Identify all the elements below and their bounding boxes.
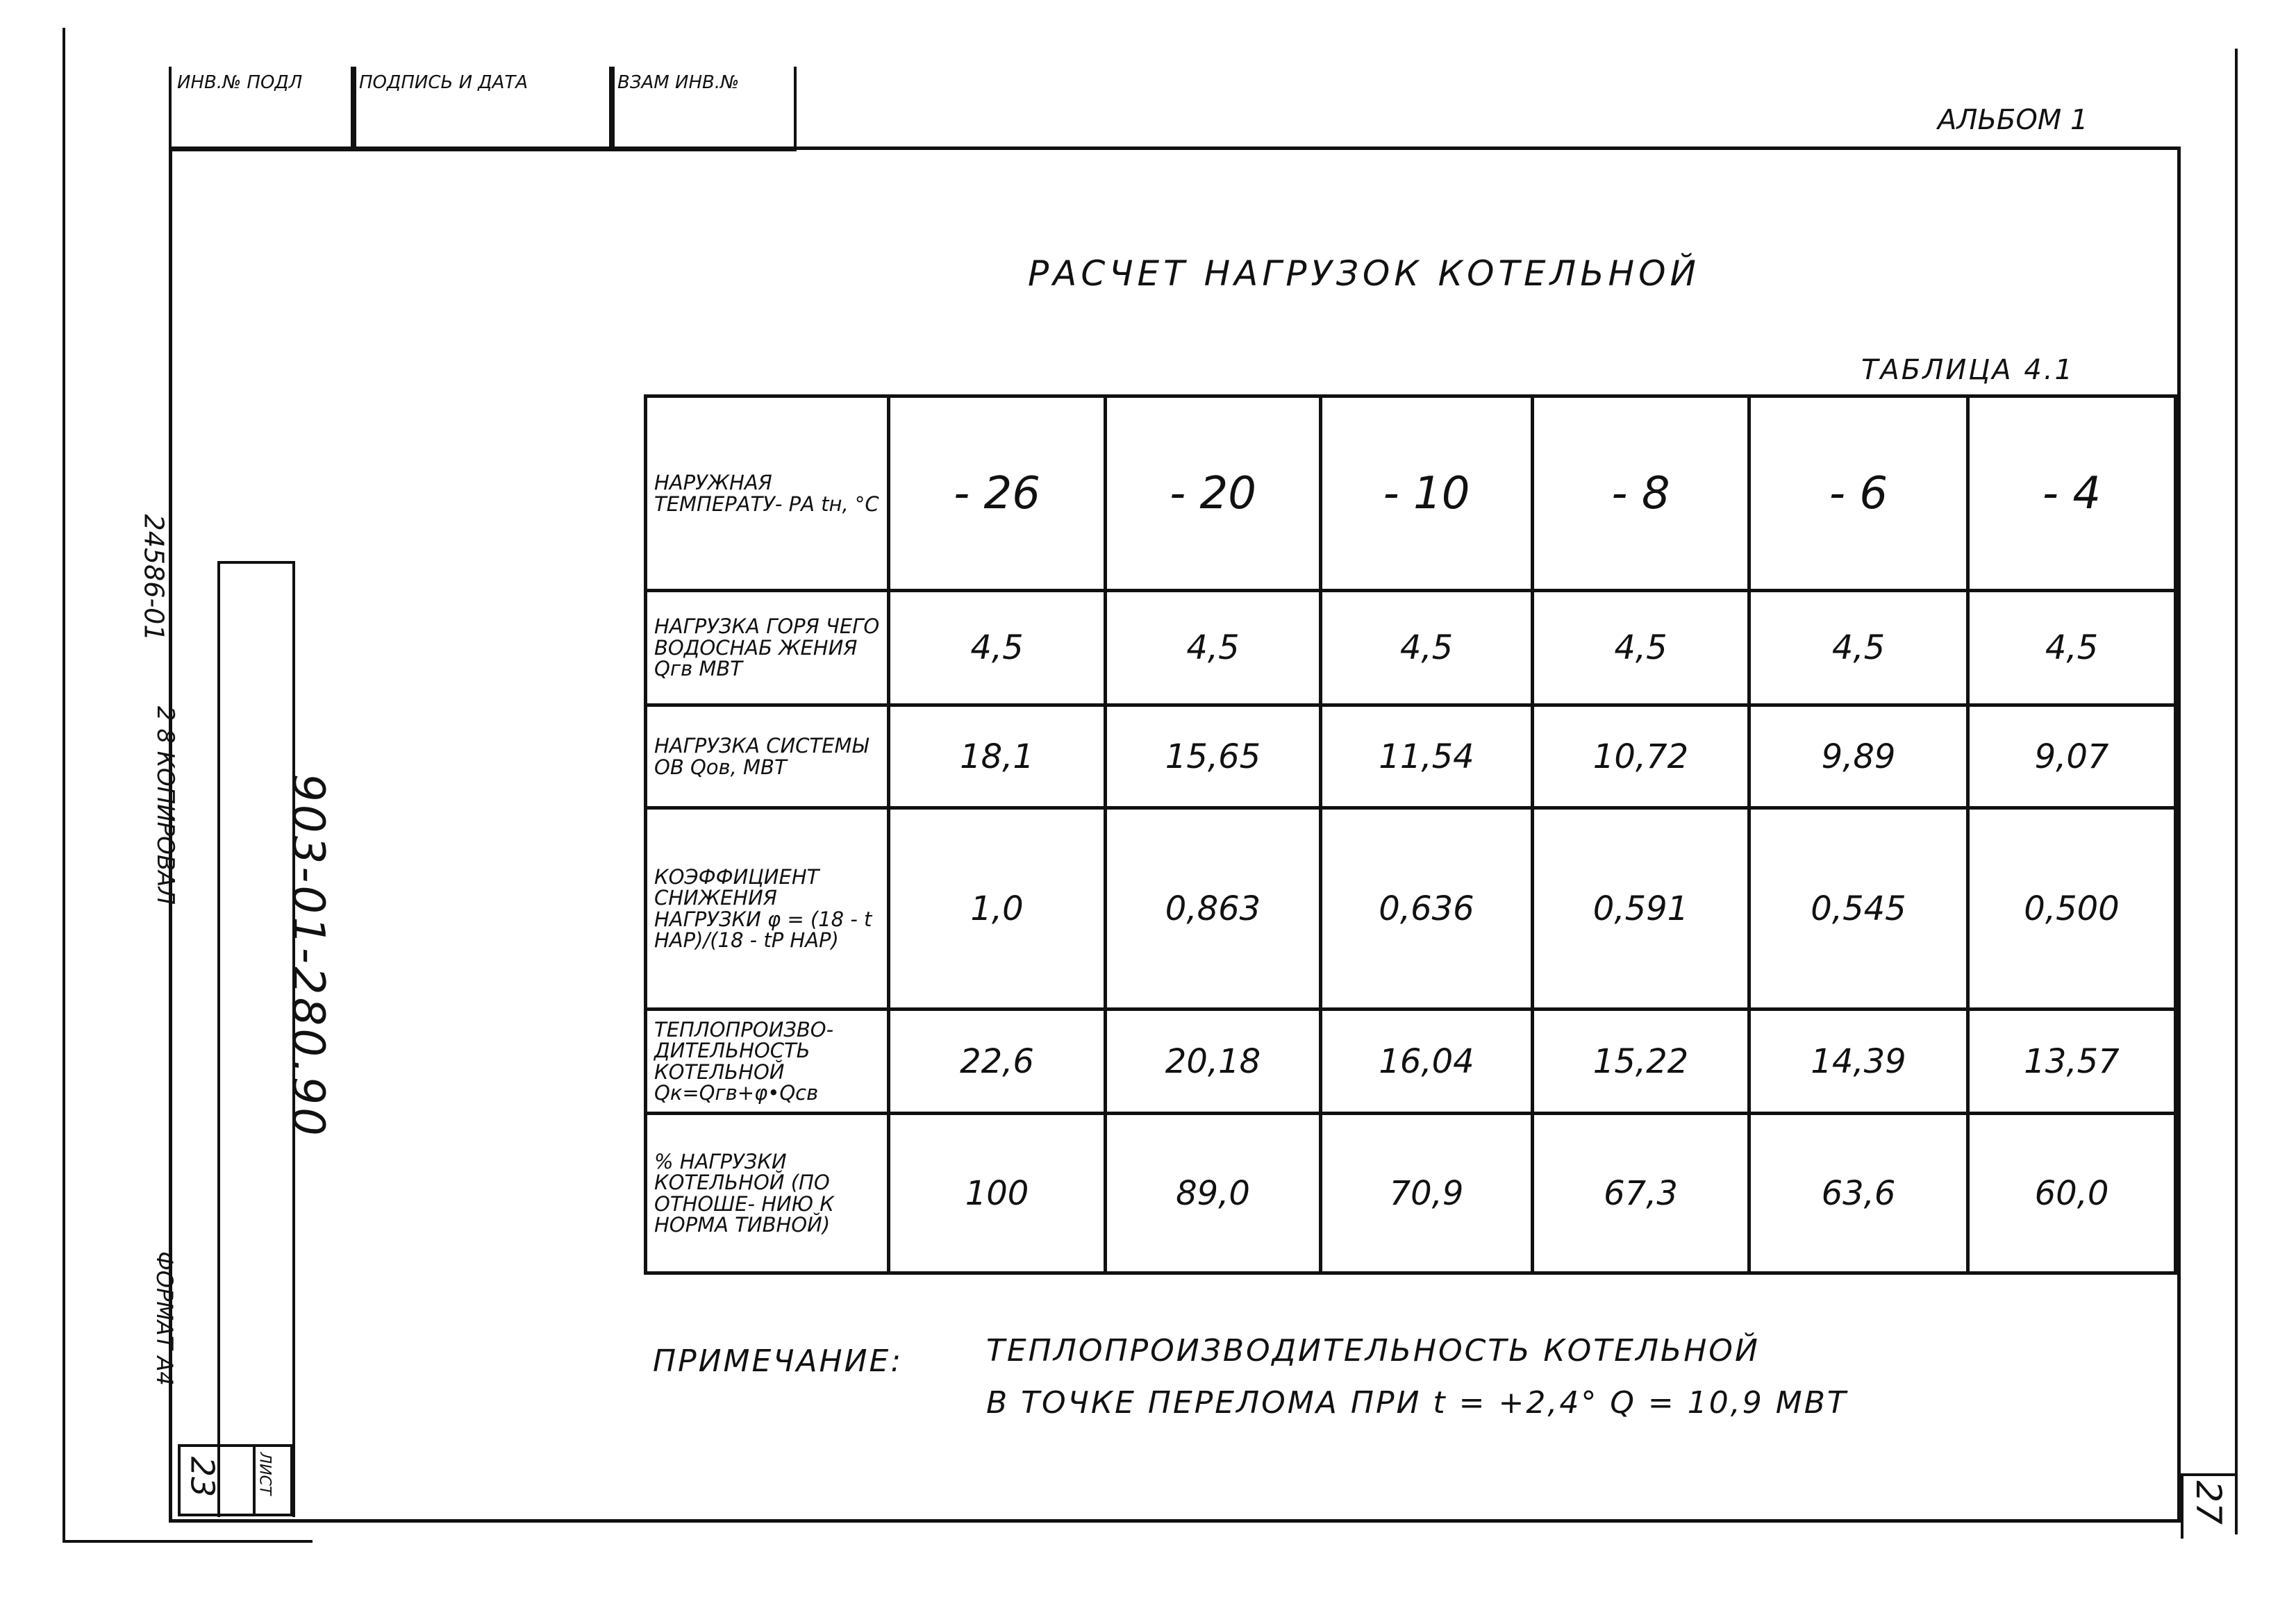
- table-cell: 70,9: [1321, 1114, 1533, 1273]
- table-cell: 14,39: [1749, 1010, 1968, 1114]
- table-cell: - 20: [1106, 396, 1321, 591]
- sheet-number: 23: [183, 1456, 222, 1498]
- row-header: НАГРУЗКА ГОРЯ ЧЕГО ВОДОСНАБ ЖЕНИЯ Qгв МВТ: [646, 591, 889, 705]
- table-cell: 9,89: [1749, 705, 1968, 808]
- row-header: % НАГРУЗКИ КОТЕЛЬНОЙ (ПО ОТНОШЕ- НИЮ К НОРМА ТИВНОЙ): [646, 1114, 889, 1273]
- row-header: КОЭФФИЦИЕНТ СНИЖЕНИЯ НАГРУЗКИ φ = (18 - t НАР)/(18 - tP НАР): [646, 808, 889, 1010]
- table-cell: 15,65: [1106, 705, 1321, 808]
- page-title: РАСЧЕТ НАГРУЗОК КОТЕЛЬНОЙ: [1028, 253, 1700, 294]
- side-format: ФОРМАТ А4: [151, 1251, 178, 1386]
- stamp-inv-podl-label: ИНВ.№ ПОДЛ: [177, 72, 303, 93]
- table-cell: - 8: [1533, 396, 1749, 591]
- right-edge-line: [2235, 49, 2238, 1534]
- table-cell: 9,07: [1968, 705, 2176, 808]
- table-cell: 1,0: [889, 808, 1106, 1010]
- bottom-edge-line: [63, 1540, 313, 1543]
- table-cell: 67,3: [1533, 1114, 1749, 1273]
- table-cell: 0,636: [1321, 808, 1533, 1010]
- album-label: АЛЬБОМ 1: [1938, 104, 2088, 136]
- table-cell: 4,5: [1533, 591, 1749, 705]
- table-cell: 60,0: [1968, 1114, 2176, 1273]
- page-number: 27: [2188, 1480, 2229, 1525]
- table-cell: 10,72: [1533, 705, 1749, 808]
- table-cell: 4,5: [1968, 591, 2176, 705]
- table-cell: 0,545: [1749, 808, 1968, 1010]
- table-row: [646, 1010, 2176, 1114]
- table-row: [646, 808, 2176, 1010]
- row-header: НАГРУЗКА СИСТЕМЫ ОВ Qов, МВТ: [646, 705, 889, 808]
- table-row: [646, 1114, 2176, 1273]
- table-cell: 4,5: [1321, 591, 1533, 705]
- table-cell: 16,04: [1321, 1010, 1533, 1114]
- table-row: [646, 591, 2176, 705]
- table-row: [646, 396, 2176, 591]
- table-cell: 20,18: [1106, 1010, 1321, 1114]
- row-header: НАРУЖНАЯ ТЕМПЕРАТУ- РА tн, °С: [646, 396, 889, 591]
- table-cell: - 10: [1321, 396, 1533, 591]
- stamp-vzam-inv-label: ВЗАМ ИНВ.№: [617, 72, 740, 93]
- stamp-signature-date: [351, 67, 615, 151]
- side-doc-number: 903-01-280.90: [281, 773, 333, 1139]
- note-line-1: ТЕПЛОПРОИЗВОДИТЕЛЬНОСТЬ КОТЕЛЬНОЙ: [986, 1333, 1760, 1368]
- table-cell: 15,22: [1533, 1010, 1749, 1114]
- table-cell: 0,591: [1533, 808, 1749, 1010]
- row-header: ТЕПЛОПРОИЗВО- ДИТЕЛЬНОСТЬ КОТЕЛЬНОЙ Qк=Qгв+φ•Qсв: [646, 1010, 889, 1114]
- table-cell: 0,500: [1968, 808, 2176, 1010]
- left-edge-line: [63, 28, 65, 1541]
- load-table: [644, 394, 2177, 1275]
- table-cell: 4,5: [1106, 591, 1321, 705]
- table-cell: 100: [889, 1114, 1106, 1273]
- table-cell: 63,6: [1749, 1114, 1968, 1273]
- table-cell: 18,1: [889, 705, 1106, 808]
- table-cell: 89,0: [1106, 1114, 1321, 1273]
- table-cell: - 6: [1749, 396, 1968, 591]
- side-code-number: 24586-01: [138, 514, 169, 642]
- table-label: ТАБЛИЦА 4.1: [1861, 354, 2074, 386]
- table-cell: 22,6: [889, 1010, 1106, 1114]
- note-line-2: В ТОЧКЕ ПЕРЕЛОМА ПРИ t = +2,4° Q = 10,9 МВТ: [986, 1385, 1848, 1421]
- side-copy-note: 2 8 КОПИРОВАЛ: [151, 705, 180, 905]
- table-cell: - 4: [1968, 396, 2176, 591]
- stamp-inv-podl: [169, 67, 356, 151]
- sheet-label: ЛИСТ: [256, 1452, 274, 1496]
- note-label: ПРИМЕЧАНИЕ:: [653, 1343, 904, 1379]
- sheet-box-divider: [253, 1447, 256, 1514]
- table-cell: 4,5: [889, 591, 1106, 705]
- table-cell: 0,863: [1106, 808, 1321, 1010]
- table-cell: - 26: [889, 396, 1106, 591]
- table-cell: 4,5: [1749, 591, 1968, 705]
- table-cell: 11,54: [1321, 705, 1533, 808]
- table-cell: 13,57: [1968, 1010, 2176, 1114]
- stamp-signature-date-label: ПОДПИСЬ И ДАТА: [359, 72, 529, 93]
- table-row: [646, 705, 2176, 808]
- stamp-vzam-inv: [609, 67, 797, 151]
